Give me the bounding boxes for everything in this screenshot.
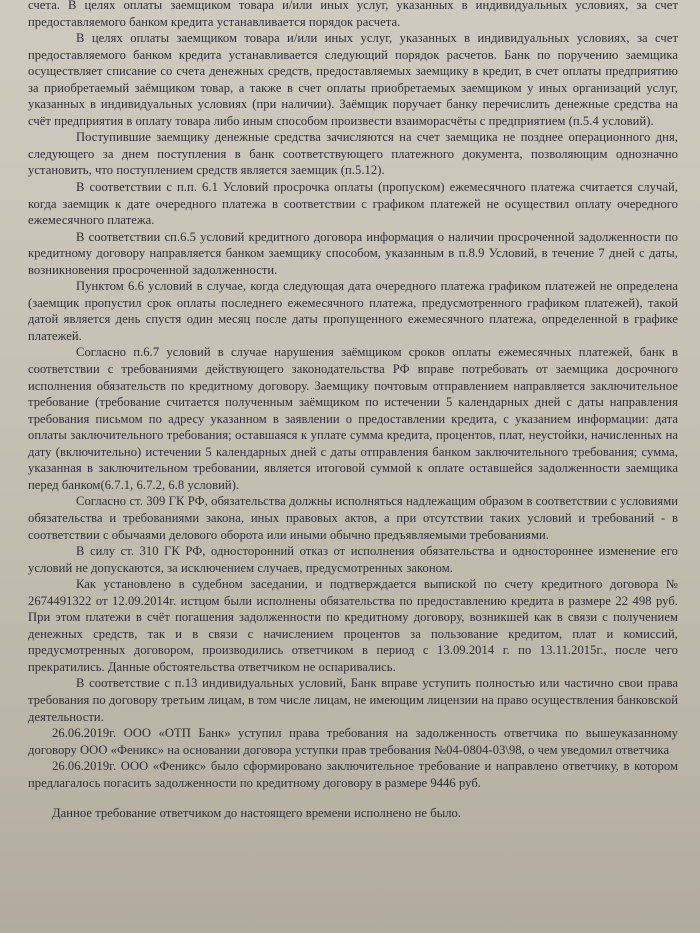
paragraph-demand-sent: 26.06.2019г. ООО «Феникс» было сформировано заключительное требование и направлено ответчику, в котором предлагалось погасить задолженности по кредитному договору в размере 9446 руб.	[28, 759, 678, 790]
paragraph-payment-date: Пунктом 6.6 условий в случае, когда следующая дата очередного платежа графиком платежей не определена (заемщик пропустил срок оплаты последнего ежемесячного платежа, предусмотренного графиком платежей), такой датой является день спустя один месяц после даты пропущенного ежемесячного платежа, определенной в графике платежей.	[28, 279, 678, 343]
paragraph-partial-top: счета. В целях оплаты заемщиком товара и/или иных услуг, указанных в индивидуальных условиях, за счет предоставляемого банком кредита устанавливается порядок расчета.	[28, 0, 678, 29]
paragraph-rights-assignment: В соответствие с п.13 индивидуальных условий, Банк вправе уступить полностью или частично свои права требования по договору третьим лицам, в том числе лицам, не имеющим лицензии на право осуществления банковской деятельности.	[28, 676, 678, 724]
paragraph-article-309: Согласно ст. 309 ГК РФ, обязательства должны исполняться надлежащим образом в соответствии с условиями обязательства и требованиями закона, иных правовых актов, а при отсутствии таких условий и требований - в соответствии с обычаями делового оборота или иными обычно предъявляемыми требованиями.	[28, 494, 678, 542]
paragraph-funds-crediting: Поступившие заемщику денежные средства зачисляются на счет заемщика не позднее операционного дня, следующего за днем поступления в банк соответствующего платежного документа, позволяющим однозначно установить, что поступлением средств является заемщик (п.5.12).	[28, 130, 678, 178]
paragraph-article-310: В силу ст. 310 ГК РФ, односторонний отказ от исполнения обязательства и одностороннее изменение его условий не допускаются, за исключением случаев, предусмотренных законом.	[28, 544, 678, 575]
paragraph-overdue-definition: В соответствии с п.п. 6.1 Условий просрочка оплаты (пропуском) ежемесячного платежа считается случай, когда заемщик к дате очередного платежа в соответствии с графиком платежей не осуществил оплату очередного ежемесячного платежа.	[28, 180, 678, 228]
document-body	[28, 0, 678, 822]
paragraph-court-findings: Как установлено в судебном заседании, и подтверждается выпиской по счету кредитного договора № 2674491322 от 12.09.2014г. истцом были исполнены обязательства по предоставлению кредита в размере 22 498 руб. При этом платежи в счёт погашения задолженности по кредитному договору, возникшей как в связи с получением денежных средств, так и в связи с начислением процентов за пользование кредитом, плат и комиссий, предусмотренных договором, производились ответчиком в период с 13.09.2014 г. по 13.11.2015г., после чего прекратились. Данные обстоятельства ответчиком не оспаривались.	[28, 577, 678, 674]
paragraph-overdue-notice: В соответствии сп.6.5 условий кредитного договора информация о наличии просроченной задолженности по кредитному договору направляется банком заемщику способом, указанным в п.8.9 Условий, в течение 7 дней с даты, возникновения просроченной задолженности.	[28, 229, 678, 277]
paragraph-settlement-procedure: В целях оплаты заемщиком товара и/или иных услуг, указанных в индивидуальных условиях, за счет предоставляемого банком кредита устанавливается следующий порядок расчетов. Банк по поручению заемщика осуществляет списание со счета денежных средств, предоставляемых заемщику в кредит, в счет оплаты предприятию за приобретаемый заёмщиком товар, а также в счет оплаты приобретаемых заемщиком у иных организаций услуг, указанных в индивидуальных условиях (при наличии). Заёмщик поручает банку перечислить денежные средства на счёт предприятия в оплату товара либо иным способом произвести взаиморасчёты с предприятием (п.5.4 условий).	[28, 31, 678, 128]
paragraph-assignment-date: 26.06.2019г. ООО «ОТП Банк» уступил права требования на задолженность ответчика по вышеуказанному договору ООО «Феникс» на основании договора уступки прав требования №04-0804-03\98, о чем уведомил ответчика	[28, 726, 678, 757]
paragraph-final-demand: Согласно п.6.7 условий в случае нарушения заёмщиком сроков оплаты ежемесячных платежей, банк в соответствии с требованиями действующего законодательства РФ вправе потребовать от заемщика досрочного исполнения обязательств по кредитному договору. Заемщику почтовым отправлением направляется заключительное требование (требование считается полученным заёмщиком по истечении 5 календарных дней с даты направления требования письмом по адресу указанном в заявлении о предоставлении кредита, с указанием информации: дата оплаты заключительного требования; оставшаяся к уплате сумма кредита, процентов, плат, неустойки, начисленных на дату (включительно) истечении 5 календарных дней с даты отправления банком заключительного требования; сумма, указанная в заключительном требовании, является итоговой суммой к оплате оставшейся задолженности заемщика перед банком(6.7.1, 6.7.2, 6.8 условий).	[28, 345, 678, 492]
paragraph-demand-unfulfilled: Данное требование ответчиком до настоящего времени исполнено не было.	[52, 806, 462, 821]
